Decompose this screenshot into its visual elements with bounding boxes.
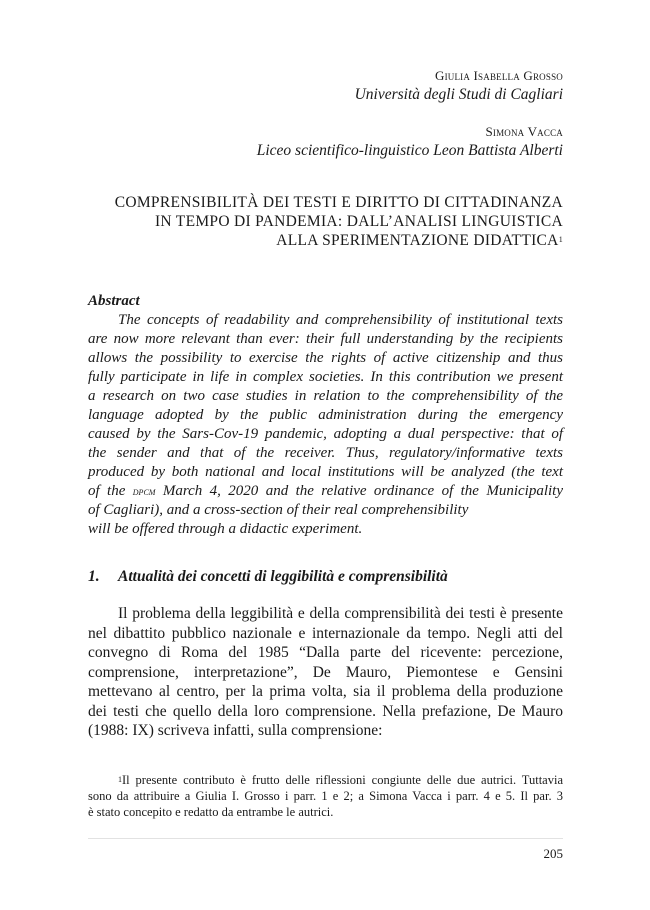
abstract-line-10-pre: of the — [88, 483, 133, 499]
abstract-line: fully participate in life in complex societies. In this contribution we present — [88, 369, 563, 385]
body-line: dei testi che quello della loro comprensione. Nella prefazione, De Mauro — [88, 702, 563, 720]
abstract-line: are now more relevant than ever: their full understanding by the recipients — [88, 331, 563, 347]
abstract-heading: Abstract — [88, 293, 140, 309]
page-number: 205 — [543, 846, 563, 861]
abstract-line: allows the possibility to exercise the rights of active citizenship and thus — [88, 350, 563, 366]
abstract-line: The concepts of readability and comprehensibility of institutional texts — [118, 312, 563, 328]
author-2-affiliation: Liceo scientifico-linguistico Leon Battista Alberti — [256, 142, 563, 159]
abstract-line: language adopted by the public administration during the emergency — [88, 407, 563, 423]
section-1-body — [88, 604, 563, 741]
abstract-line: will be offered through a didactic experiment. — [88, 521, 363, 537]
abstract-line: the sender and that of the receiver. Thus, regulatory/informative texts — [88, 445, 563, 461]
paper-title — [115, 193, 563, 250]
body-line: Il problema della leggibilità e della comprensibilità dei testi è presente — [118, 605, 563, 622]
body-line: convegno di Roma del 1985 “Dalla parte del ricevente: percezione, — [88, 644, 563, 661]
title-line-1: COMPRENSIBILITÀ DEI TESTI E DIRITTO DI CITTADINANZA — [114, 194, 563, 211]
footnote-line: sono da attribuire a Giulia I. Grosso i parr. 1 e 2; a Simona Vacca i parr. 4 e 5. Il par. 3 — [88, 789, 563, 803]
abstract-line: of Cagliari), and a cross-section of their real comprehensibility — [88, 502, 469, 518]
abstract-line: produced by both national and local institutions will be analyzed (the text — [88, 464, 563, 480]
section-1-title: Attualità dei concetti di leggibilità e comprensibilità — [118, 568, 448, 585]
footnote-line-1-text: Il presente contributo è frutto delle riflessioni congiunte delle due autrici. Tuttavia — [122, 773, 563, 787]
footnote — [88, 772, 563, 820]
body-line: nel dibattito pubblico nazionale e internazionale da tempo. Negli atti del — [88, 624, 563, 642]
body-line: comprensione, interpretazione”, De Mauro, Piemontese e Gensini — [88, 663, 563, 681]
footer-rule — [88, 838, 563, 839]
abstract-line — [88, 482, 563, 501]
author-1-affiliation: Università degli Studi di Cagliari — [354, 86, 563, 103]
abstract-line-10-post: March 4, 2020 and the relative ordinance of the Municipality — [155, 483, 564, 499]
body-line: mettevano al centro, per la prima volta, sia il problema della produzione — [88, 683, 563, 700]
author-2-name: Simona Vacca — [485, 124, 563, 139]
footnote-mark: 1 — [118, 775, 122, 784]
abstract-body — [88, 311, 563, 539]
abstract-line: caused by the Sars-Cov-19 pandemic, adopting a dual perspective: that of — [88, 426, 563, 442]
title-footnote-mark: 1 — [558, 235, 563, 244]
abstract-line: a research on two case studies in relation to the comprehensibility of the — [88, 388, 563, 404]
title-line-3 — [115, 231, 563, 250]
section-1-number: 1. — [88, 568, 100, 585]
body-line: (1988: IX) scriveva infatti, sulla comprensione: — [88, 722, 383, 739]
footnote-line — [88, 772, 563, 788]
dpcm-abbreviation: dpcm — [132, 484, 156, 498]
title-line-3-text: ALLA SPERIMENTAZIONE DIDATTICA — [276, 232, 559, 249]
author-1-name: Giulia Isabella Grosso — [434, 68, 563, 83]
footnote-line: è stato concepito e redatto da entrambe le autrici. — [88, 805, 334, 819]
title-line-2: IN TEMPO DI PANDEMIA: DALL’ANALISI LINGUISTICA — [154, 213, 563, 230]
